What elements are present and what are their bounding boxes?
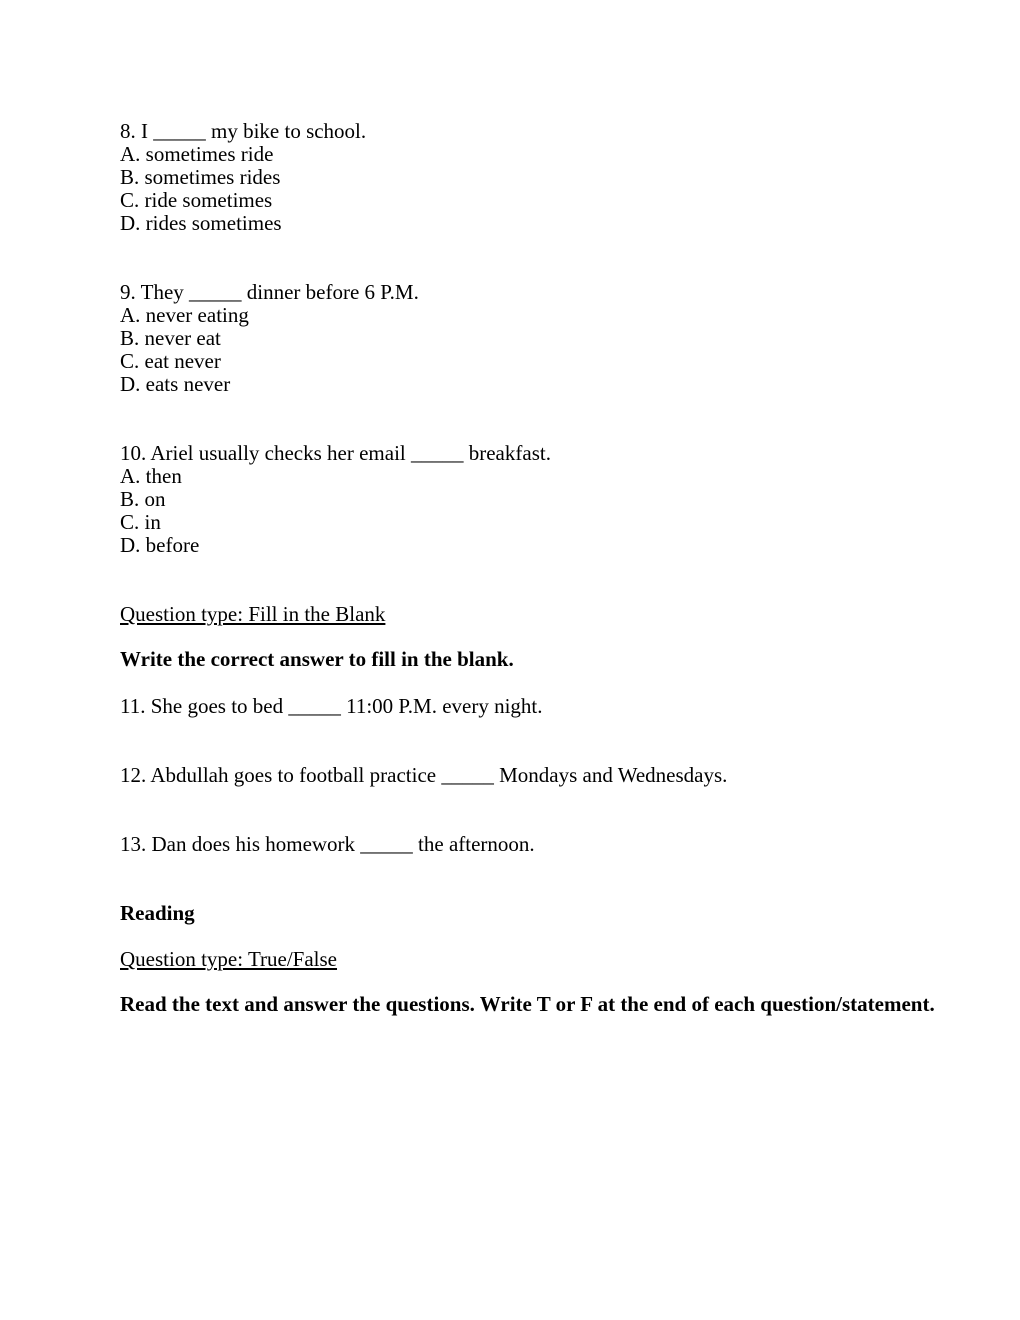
question-8-prompt: 8. I _____ my bike to school. [120,119,367,143]
true-false-question-type-label: Question type: True/False [120,947,338,971]
question-13: 13. Dan does his homework _____ the afternoon. [120,832,535,856]
question-9-option-c: C. eat never [120,349,221,373]
question-8-option-a: A. sometimes ride [120,142,274,166]
question-10-option-d: D. before [120,533,200,557]
question-8-option-b: B. sometimes rides [120,165,281,189]
reading-instruction: Read the text and answer the questions. Write T or F at the end of each question/statement. [120,992,935,1016]
question-block-9 [120,281,980,396]
question-9-option-b: B. never eat [120,326,221,350]
question-10-option-a: A. then [120,464,182,488]
question-10-prompt: 10. Ariel usually checks her email _____ breakfast. [120,441,551,465]
question-block-8 [120,120,980,235]
worksheet-content [120,120,980,1016]
question-8-option-c: C. ride sometimes [120,188,273,212]
question-10-option-b: B. on [120,487,166,511]
question-11: 11. She goes to bed _____ 11:00 P.M. every night. [120,694,543,718]
question-9-option-d: D. eats never [120,372,231,396]
question-10-option-c: C. in [120,510,161,534]
reading-section-heading: Reading [120,901,195,925]
question-12: 12. Abdullah goes to football practice _____ Mondays and Wednesdays. [120,763,728,787]
question-9-option-a: A. never eating [120,303,249,327]
question-9-prompt: 9. They _____ dinner before 6 P.M. [120,280,419,304]
fill-in-blank-question-type-label: Question type: Fill in the Blank [120,602,386,626]
question-8-option-d: D. rides sometimes [120,211,282,235]
fill-in-blank-instruction: Write the correct answer to fill in the blank. [120,647,514,671]
question-block-10 [120,442,980,557]
